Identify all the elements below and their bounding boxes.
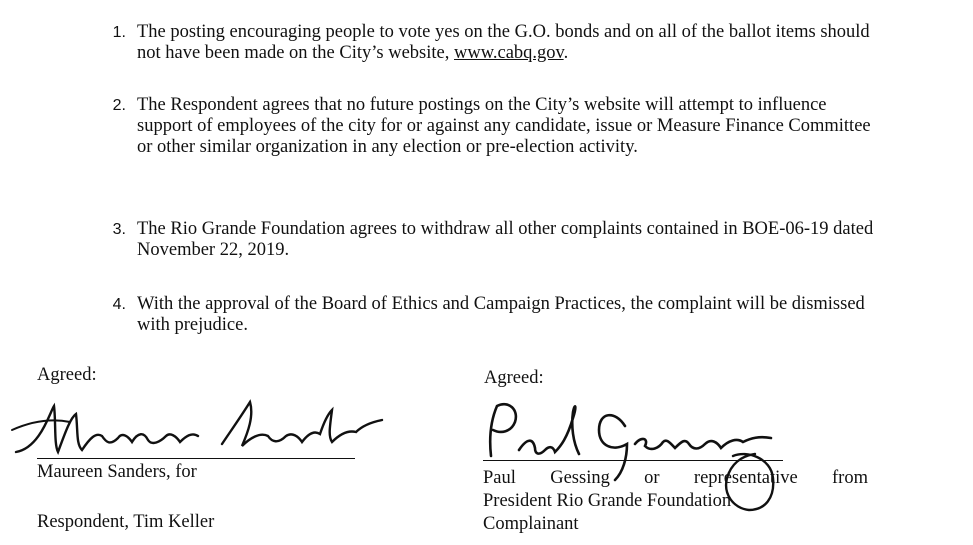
word: or — [644, 468, 660, 488]
item-text: The Rio Grande Foundation agrees to withdraw all other complaints contained in BOE-06-19 dated November 22, 2019. — [137, 219, 874, 260]
item-text — [137, 22, 877, 64]
item-text: The Respondent agrees that no future postings on the City’s website will attempt to influence support of employees of the city for or against any candidate, issue or Measure Finance Committee or other similar organization in any election or pre-election activity. — [137, 95, 871, 157]
signer-line-1-words — [483, 467, 868, 490]
signer-line-2: President Rio Grande Foundation — [483, 491, 732, 511]
word: Gessing — [550, 468, 610, 488]
word: representative — [693, 468, 798, 488]
signer-line-1 — [483, 467, 868, 490]
item-number: 1. — [112, 24, 126, 41]
agreed-label-left: Agreed: — [37, 365, 97, 385]
signer-role-left: Respondent, Tim Keller — [37, 512, 215, 532]
signer-line-3: Complainant — [483, 514, 579, 534]
item-number: 4. — [112, 296, 126, 313]
website-link[interactable]: www.cabq.gov — [454, 43, 564, 63]
signer-name-left: Maureen Sanders, for — [37, 462, 197, 482]
word: from — [832, 468, 868, 488]
item-text-body: The posting encouraging people to vote yes on the G.O. bonds and on all of the ballot items should not have been made on the City’s website, — [137, 22, 870, 63]
item-text: With the approval of the Board of Ethics and Campaign Practices, the complaint will be dismissed with prejudice. — [137, 294, 865, 335]
signature-line-right — [483, 460, 783, 461]
item-number: 3. — [112, 221, 126, 238]
item-number: 2. — [112, 97, 126, 114]
word: Paul — [483, 468, 516, 488]
item-text-end: . — [563, 43, 569, 63]
signature-line-left — [37, 458, 355, 459]
signature-maureen-sanders — [10, 392, 390, 468]
agreed-label-right: Agreed: — [484, 368, 544, 388]
